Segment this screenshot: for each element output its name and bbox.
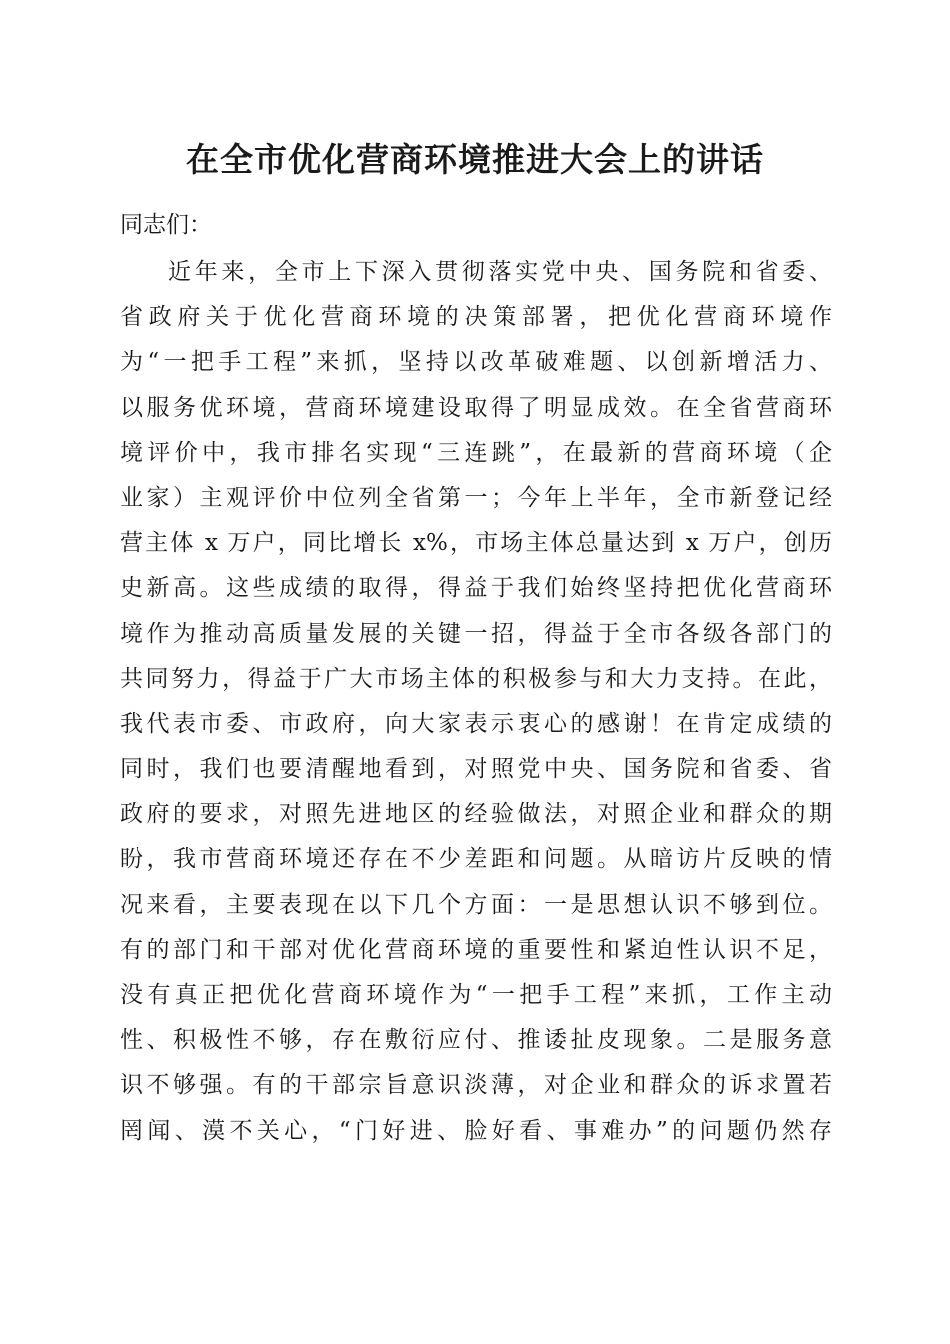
paragraph-line: 业家）主观评价中位列全省第一；今年上半年，全市新登记经 xyxy=(120,484,832,511)
paragraph-line: 性、积极性不够，存在敷衍应付、推诿扯皮现象。二是服务意 xyxy=(120,1027,832,1054)
paragraph-line: 为“一把手工程”来抓，坚持以改革破难题、以创新增活力、 xyxy=(120,349,832,376)
paragraph-line: 有的部门和干部对优化营商环境的重要性和紧迫性认识不足， xyxy=(120,936,832,963)
paragraph-line: 同时，我们也要清醒地看到，对照党中央、国务院和省委、省 xyxy=(120,756,832,783)
paragraph-line: 省政府关于优化营商环境的决策部署，把优化营商环境作 xyxy=(120,304,832,331)
paragraph-line: 境作为推动高质量发展的关键一招，得益于全市各级各部门的 xyxy=(120,620,832,647)
paragraph-line: 没有真正把优化营商环境作为“一把手工程”来抓，工作主动 xyxy=(120,982,832,1008)
paragraph-line: 况来看，主要表现在以下几个方面：一是思想认识不够到位。 xyxy=(120,891,832,918)
paragraph-line: 盼，我市营商环境还存在不少差距和问题。从暗访片反映的情 xyxy=(120,846,832,873)
paragraph-line: 共同努力，得益于广大市场主体的积极参与和大力支持。在此， xyxy=(120,665,832,692)
paragraph-line: 营主体 x 万户，同比增长 x%，市场主体总量达到 x 万户，创历 xyxy=(120,530,832,557)
paragraph-line: 识不够强。有的干部宗旨意识淡薄，对企业和群众的诉求置若 xyxy=(120,1072,832,1099)
paragraph-line: 近年来，全市上下深入贯彻落实党中央、国务院和省委、 xyxy=(168,259,832,285)
body-paragraph xyxy=(120,250,832,1154)
paragraph-line: 罔闻、漠不关心，“门好进、脸好看、事难办”的问题仍然存 xyxy=(120,1117,832,1144)
document-title: 在全市优化营商环境推进大会上的讲话 xyxy=(186,140,764,179)
paragraph-line: 政府的要求，对照先进地区的经验做法，对照企业和群众的期 xyxy=(120,801,832,828)
paragraph-line: 史新高。这些成绩的取得，得益于我们始终坚持把优化营商环 xyxy=(120,575,832,602)
paragraph-line: 以服务优环境，营商环境建设取得了明显成效。在全省营商环 xyxy=(120,394,832,421)
salutation: 同志们： xyxy=(120,212,212,238)
paragraph-line: 我代表市委、市政府，向大家表示衷心的感谢！在肯定成绩的 xyxy=(120,710,832,737)
paragraph-line: 境评价中，我市排名实现“三连跳”，在最新的营商环境（企 xyxy=(120,439,832,466)
